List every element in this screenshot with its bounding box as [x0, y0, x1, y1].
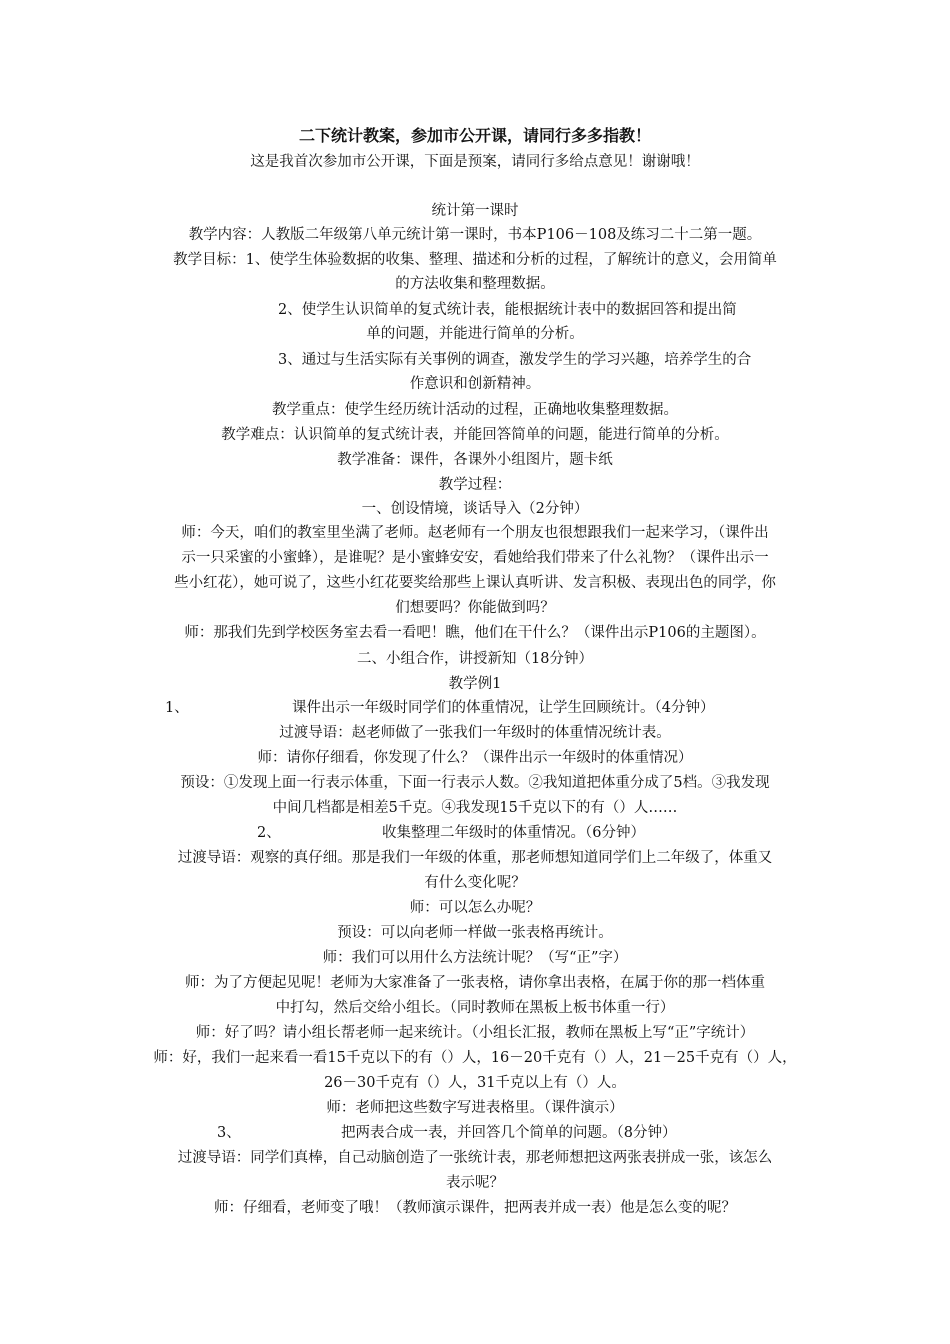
item-2-text: 收集整理二年级时的体重情况。（6分钟）: [382, 825, 645, 841]
teacher-line-4: 师：为了方便起见呢！老师为大家准备了一张表格，请你拿出表格，在属于你的那一档体重: [185, 975, 765, 991]
teacher-line-8: 师：仔细看，老师变了哦！（教师演示课件，把两表并成一表）他是怎么变的呢？: [214, 1200, 736, 1216]
item-3-text: 把两表合成一表，并回答几个简单的问题。（8分钟）: [341, 1125, 677, 1141]
item-1-number: 1、: [165, 700, 189, 716]
transition-2-line-2: 有什么变化呢？: [424, 875, 526, 891]
section-2-heading: 二、小组合作，讲授新知（18分钟）: [357, 651, 593, 667]
paragraph-1-line-3: 些小红花），她可说了，这些小红花要奖给那些上课认真听讲、发言积极、表现出色的同学，你: [174, 575, 776, 591]
process-heading: 教学过程：: [438, 477, 512, 493]
item-3-number: 3、: [217, 1125, 241, 1141]
teaching-goal-1-cont: 的方法收集和整理数据。: [395, 276, 555, 292]
preparation: 教学准备：课件，各课外小组图片，题卡纸: [337, 452, 613, 468]
transition-3-line-2: 表示呢？: [446, 1175, 504, 1191]
paragraph-1-line-4: 们想要吗？你能做到吗？: [395, 600, 555, 616]
difficulty: 教学难点：认识简单的复式统计表，并能回答简单的问题，能进行简单的分析。: [221, 427, 729, 443]
teaching-goal-2: 2、使学生认识简单的复式统计表，能根据统计表中的数据回答和提出简: [278, 302, 737, 318]
teaching-goal-3-cont: 作意识和创新精神。: [409, 376, 541, 392]
teaching-goal-2-cont: 单的问题，并能进行简单的分析。: [366, 326, 584, 342]
item-2-number: 2、: [257, 825, 281, 841]
teacher-line-6: 师：好，我们一起来看一看15千克以下的有（）人，16－20千克有（）人，21－25千克有（）人，: [153, 1050, 797, 1066]
teaching-goal-1: 教学目标：1、使学生体验数据的收集、整理、描述和分析的过程，了解统计的意义，会用简单: [173, 252, 777, 268]
teacher-line-2: 师：可以怎么办呢？: [409, 900, 541, 916]
intro-text: 这是我首次参加市公开课，下面是预案，请同行多给点意见！谢谢哦！: [250, 154, 700, 170]
teaching-goal-3: 3、通过与生活实际有关事例的调查，激发学生的学习兴趣，培养学生的合: [278, 352, 752, 368]
paragraph-2: 师：那我们先到学校医务室去看一看吧！瞧，他们在干什么？（课件出示P106的主题图）。: [184, 625, 766, 641]
preset-1-line-2: 中间几档都是相差5千克。④我发现15千克以下的有（）人……: [272, 800, 678, 816]
example-heading: 教学例1: [448, 676, 502, 692]
transition-2-line-1: 过渡导语：观察的真仔细。那是我们一年级的体重，那老师想知道同学们上二年级了，体重又: [177, 850, 773, 866]
teacher-line-4-cont: 中打勾，然后交给小组长。（同时教师在黑板上板书体重一行）: [275, 1000, 675, 1016]
paragraph-1-line-1: 师：今天，咱们的教室里坐满了老师。赵老师有一个朋友也很想跟我们一起来学习，（课件出: [181, 525, 769, 541]
teaching-content: 教学内容：人教版二年级第八单元统计第一课时，书本P106－108及练习二十二第一题。: [188, 227, 762, 243]
teacher-line-1: 师：请你仔细看，你发现了什么？（课件出示一年级时的体重情况）: [257, 750, 693, 766]
lesson-heading: 统计第一课时: [431, 203, 519, 219]
transition-1: 过渡导语：赵老师做了一张我们一年级时的体重情况统计表。: [279, 725, 671, 741]
paragraph-1-line-2: 示一只采蜜的小蜜蜂），是谁呢？是小蜜蜂安安，看她给我们带来了什么礼物？（课件出示一: [181, 550, 769, 566]
teacher-line-5: 师：好了吗？请小组长帮老师一起来统计。（小组长汇报，教师在黑板上写“正”字统计）: [195, 1025, 755, 1041]
teacher-line-7: 师：老师把这些数字写进表格里。（课件演示）: [326, 1100, 624, 1116]
document-title: 二下统计教案，参加市公开课，请同行多多指教！: [298, 126, 651, 145]
transition-3-line-1: 过渡导语：同学们真棒，自己动脑创造了一张统计表，那老师想把这两张表拼成一张，该怎么: [177, 1150, 773, 1166]
item-1-text: 课件出示一年级时同学们的体重情况，让学生回顾统计。（4分钟）: [292, 700, 715, 716]
teacher-line-3: 师：我们可以用什么方法统计呢？（写“正”字）: [322, 950, 628, 966]
section-1-heading: 一、创设情境，谈话导入（2分钟）: [361, 501, 589, 517]
teacher-line-6-cont: 26－30千克有（）人，31千克以上有（）人。: [324, 1075, 626, 1091]
key-point: 教学重点：使学生经历统计活动的过程，正确地收集整理数据。: [272, 402, 678, 418]
preset-1-line-1: 预设：①发现上面一行表示体重，下面一行表示人数。②我知道把体重分成了5档。③我发现: [180, 775, 770, 791]
preset-2: 预设：可以向老师一样做一张表格再统计。: [337, 925, 613, 941]
